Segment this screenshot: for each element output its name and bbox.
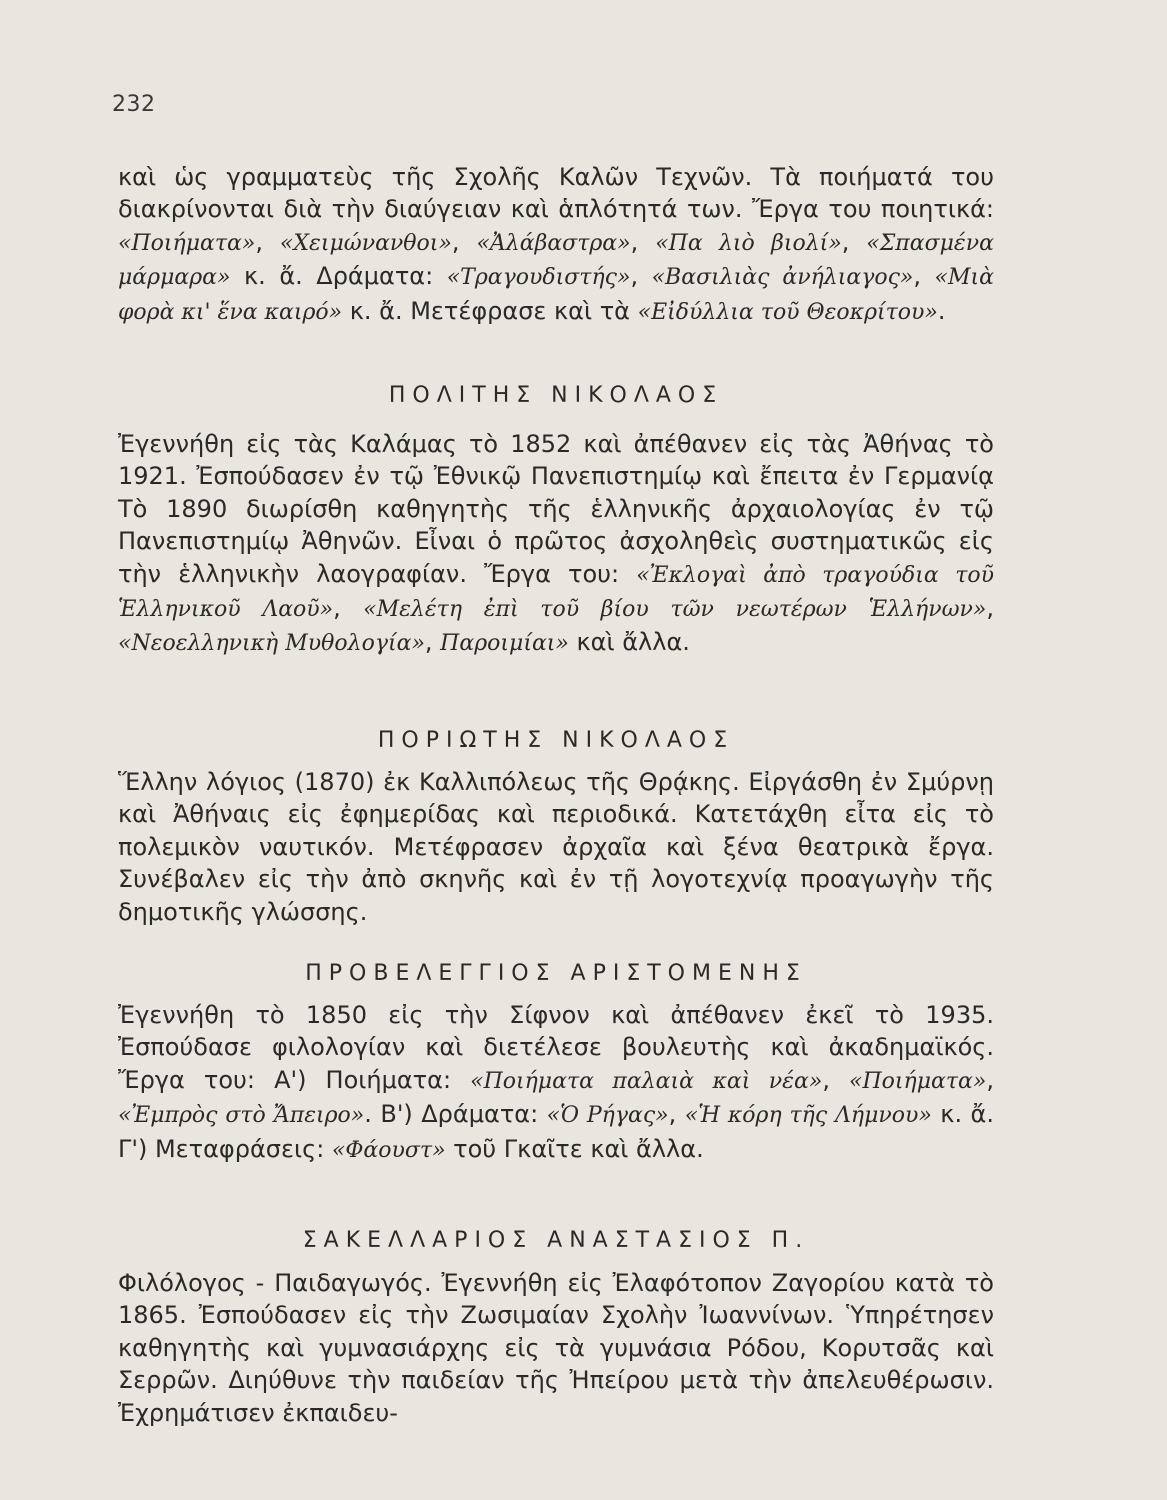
entry-2-heading: ΠΟΡΙΩΤΗΣ ΝΙΚΟΛΑΟΣ [377, 728, 735, 753]
work-title: «Σπασμένα μάρμαρα» [118, 230, 994, 291]
page-number: 232 [112, 92, 156, 117]
entry-0-body [118, 161, 994, 329]
work-title: «Φάουστ» [331, 1137, 446, 1163]
work-title: «Εἰδύλλια τοῦ Θεοκρίτου» [637, 299, 938, 325]
body-text: , [822, 1065, 850, 1094]
body-text: . Β') Δράματα: [364, 1100, 547, 1129]
body-text: , [630, 262, 652, 291]
work-title: «Βασιλιὰς ἀνήλιαγος» [651, 265, 914, 291]
work-title: «Ὁ Ρήγας» [546, 1103, 669, 1129]
entry-2-body [118, 766, 994, 928]
body-text: τοῦ Γκαῖτε καὶ ἄλλα. [445, 1134, 704, 1163]
entry-4-body [118, 1267, 994, 1429]
work-title: «Χειμώνανθοι» [279, 230, 452, 256]
work-title: «Ποιήματα» [849, 1068, 987, 1094]
work-title: «Ἐμπρὸς στὸ Ἄπειρο» [118, 1103, 365, 1129]
body-text: , [630, 227, 656, 256]
work-title: «Τραγουδιστής» [446, 265, 631, 291]
entry-3-body [118, 999, 994, 1167]
body-text: κ. ἄ. Δράματα: [230, 262, 447, 291]
work-title: Παροιμίαι» [440, 631, 569, 657]
work-title: «Ἐκλογαὶ ἀπὸ τραγούδια τοῦ Ἑλληνικοῦ Λαοῦ» [118, 562, 994, 623]
body-text: , [451, 227, 477, 256]
body-text: , [668, 1100, 685, 1129]
body-text: Φιλόλογος - Παιδαγωγός. Ἐγεννήθη εἰς Ἐλαφότοπον Ζαγορίου κατὰ τὸ 1865. Ἐσπούδασεν εἰς τὴν Ζωσιμαίαν Σχολὴν Ἰωαννίνων. Ὑπηρέτησεν καθηγητὴς καὶ γυμνασιάρχης εἰς τὰ γυμνάσια Ρόδου, Κορυτσᾶς καὶ Σερρῶν. Διηύθυνε τὴν παιδείαν τῆς Ἠπείρου μετὰ τὴν ἀπελευθέρωσιν. Ἐχρημάτισεν ἐκπαιδευ- [118, 1269, 994, 1427]
entry-4-heading: ΣΑΚΕΛΛΑΡΙΟΣ ΑΝΑΣΤΑΣΙΟΣ Π. [302, 1228, 810, 1253]
work-title: «Ἡ κόρη τῆς Λήμνου» [684, 1103, 932, 1129]
body-text: καὶ ἄλλα. [568, 628, 690, 657]
entry-1-heading: ΠΟΛΙΤΗΣ ΝΙΚΟΛΑΟΣ [388, 383, 724, 408]
entry-3-heading: ΠΡΟΒΕΛΕΓΓΙΟΣ ΑΡΙΣΤΟΜΕΝΗΣ [305, 961, 807, 986]
body-text: κ. ἄ. Μετέφρασε καὶ τὰ [342, 296, 638, 325]
work-title: «Μιὰ φορὰ κι' ἕνα καιρό» [118, 265, 994, 325]
work-title: «Πα λιὸ βιολί» [655, 230, 842, 256]
work-title: «Ποιήματα» [118, 230, 256, 256]
work-title: «Ποιήματα παλαιὰ καὶ νέα» [470, 1068, 823, 1094]
body-text: Ἕλλην λόγιος (1870) ἐκ Καλλιπόλεως τῆς Θρᾴκης. Εἰργάσθη ἐν Σμύρνῃ καὶ Ἀθήναις εἰς ἐφημερίδας καὶ περιοδικά. Κατετάχθη εἶτα εἰς τὸ πολεμικὸν ναυτικόν. Μετέφρασεν ἀρχαῖα καὶ ξένα θεατρικὰ ἔργα. Συνέβαλεν εἰς τὴν ἀπὸ σκηνῆς καὶ ἐν τῇ λογοτεχνίᾳ προαγωγὴν τῆς δημοτικῆς γλώσσης. [118, 768, 994, 926]
body-text: , [986, 1065, 994, 1094]
entry-1-body [118, 428, 994, 661]
work-title: «Μελέτη ἐπὶ τοῦ βίου τῶν νεωτέρων Ἑλλήνων» [363, 597, 987, 623]
body-text: , [255, 227, 280, 256]
body-text: Ἐγεννήθη τὸ 1850 εἰς τὴν Σίφνον καὶ ἀπέθανεν ἐκεῖ τὸ 1935. Ἐσπούδασε φιλολογίαν καὶ διετέλεσε βουλευτὴς καὶ ἀκαδημαϊκός. Ἔργα του: Α') Ποιήματα: [118, 1001, 994, 1094]
body-text: , [986, 594, 994, 623]
body-text: , [841, 227, 867, 256]
body-text: κ. ἄ. Γ') Μεταφράσεις: [118, 1100, 994, 1163]
body-text: καὶ ὡς γραμματεὺς τῆς Σχολῆς Καλῶν Τεχνῶν. Τὰ ποιήματά του διακρίνονται διὰ τὴν διαύγειαν καὶ ἁπλότητά των. Ἔργα του ποιητικά: [118, 163, 994, 224]
body-text: , [424, 628, 441, 657]
body-text: , [913, 262, 935, 291]
body-text: , [333, 594, 364, 623]
body-text: . [937, 296, 946, 325]
work-title: «Νεοελληνικὴ Μυθολογία» [118, 631, 425, 657]
work-title: «Ἀλάβαστρα» [476, 230, 631, 256]
body-text: Ἐγεννήθη εἰς τὰς Καλάμας τὸ 1852 καὶ ἀπέθανεν εἰς τὰς Ἀθήνας τὸ 1921. Ἐσπούδασεν ἐν τῷ Ἐθνικῷ Πανεπιστημίῳ καὶ ἔπειτα ἐν Γερμανίᾳ Τὸ 1890 διωρίσθη καθηγητὴς τῆς ἑλληνικῆς ἀρχαιολογίας ἐν τῷ Πανεπιστημίῳ Ἀθηνῶν. Εἶναι ὁ πρῶτος ἀσχοληθεὶς συστηματικῶς εἰς τὴν ἑλληνικὴν λαογραφίαν. Ἔργα του: [118, 430, 994, 588]
